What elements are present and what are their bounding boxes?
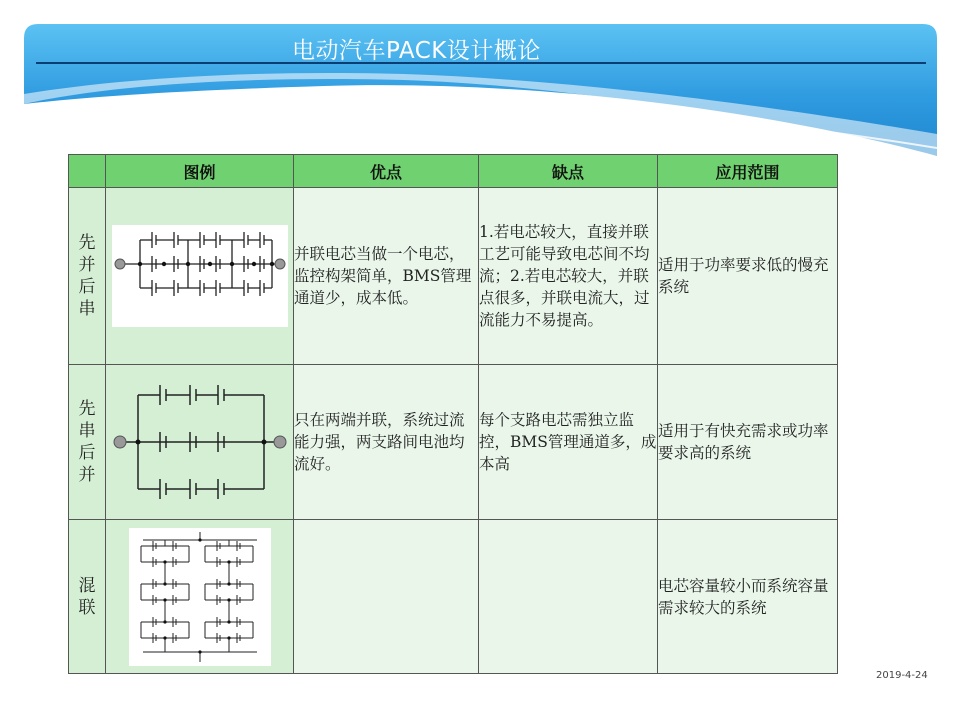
disadvantages-cell — [479, 365, 658, 520]
application-cell — [658, 365, 838, 520]
row-label-cell — [69, 520, 106, 674]
slide-date: 2019-4-24 — [876, 670, 928, 681]
comparison-table — [68, 154, 838, 674]
advantages-cell — [294, 188, 479, 365]
header-cell: 优点 — [294, 155, 479, 188]
hybrid-connection-circuit-diagram-icon — [129, 528, 271, 666]
header-cell — [69, 155, 106, 188]
table-row — [69, 365, 838, 520]
advantages-cell — [294, 520, 479, 674]
application-cell — [658, 520, 838, 674]
slide-title: 电动汽车PACK设计概论 — [292, 38, 541, 64]
figure-cell — [106, 188, 294, 365]
figure-cell — [106, 520, 294, 674]
table-row — [69, 520, 838, 674]
application-cell — [658, 188, 838, 365]
header-cell: 图例 — [106, 155, 294, 188]
row-label-cell — [69, 365, 106, 520]
disadvantages-text: 每个支路电芯需独立监控，BMS管理通道多，成本高 — [479, 411, 657, 473]
table-row — [69, 188, 838, 365]
row-label-cell — [69, 188, 106, 365]
application-text: 电芯容量较小而系统容量需求较大的系统 — [658, 576, 829, 617]
advantages-cell — [294, 365, 479, 520]
table-header-row — [69, 155, 838, 188]
row-label: 先串后并 — [78, 399, 96, 485]
row-label: 混联 — [78, 575, 96, 618]
application-text: 适用于功率要求低的慢充系统 — [658, 256, 829, 296]
advantages-text: 只在两端并联，系统过流能力强，两支路间电池均流好。 — [294, 411, 465, 473]
header-cell: 应用范围 — [658, 155, 838, 188]
series-then-parallel-circuit-diagram-icon — [112, 377, 288, 507]
advantages-text: 并联电芯当做一个电芯，监控构架简单，BMS管理通道少，成本低。 — [294, 245, 472, 307]
disadvantages-text: 1.若电芯较大，直接并联工艺可能导致电芯间不均流；2.若电芯较大，并联点很多，并联电流大，过流能力不易提高。 — [479, 223, 650, 329]
header-cell: 缺点 — [479, 155, 658, 188]
disadvantages-cell — [479, 520, 658, 674]
parallel-then-series-circuit-diagram-icon — [112, 225, 288, 327]
figure-cell — [106, 365, 294, 520]
disadvantages-cell — [479, 188, 658, 365]
application-text: 适用于有快充需求或功率要求高的系统 — [658, 422, 829, 462]
row-label: 先并后串 — [78, 233, 96, 319]
